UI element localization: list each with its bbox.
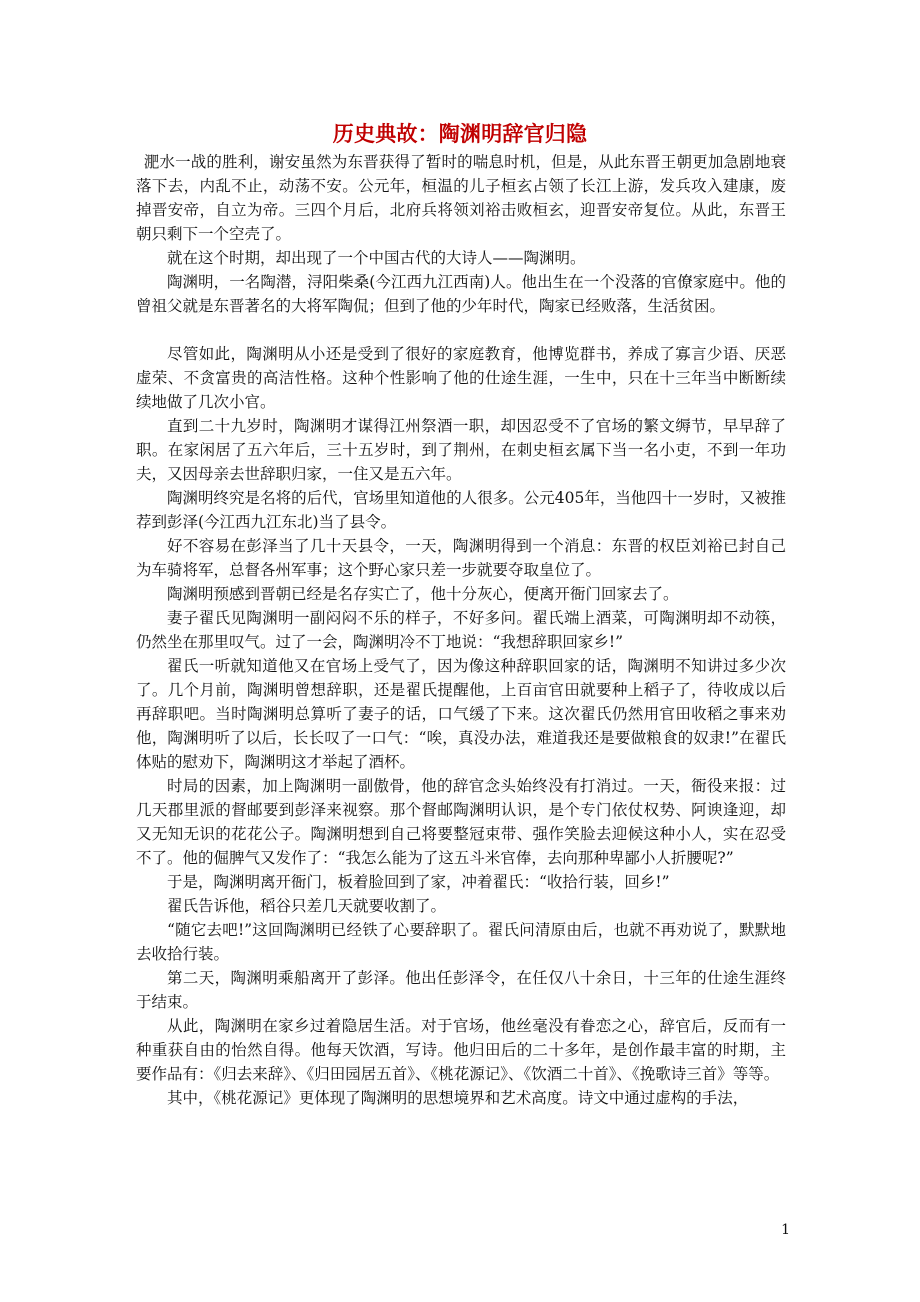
- paragraph-4: 尽管如此，陶渊明从小还是受到了很好的家庭教育，他博览群书，养成了寡言少语、厌恶虚荣、不贪富贵的高洁性格。这种个性影响了他的仕途生涯，一生中，只在十三年当中断断续续地做了几次小官。: [136, 345, 786, 411]
- paragraph-1: 淝水一战的胜利，谢安虽然为东晋获得了暂时的喘息时机，但是，从此东晋王朝更加急剧地衰落下去，内乱不止，动荡不安。公元年，桓温的儿子桓玄占领了长江上游，发兵攻入建康，废掉晋安帝，自立为帝。三四个月后，北府兵将领刘裕击败桓玄，迎晋安帝复位。从此，东晋王朝只剩下一个空壳了。: [136, 153, 786, 243]
- paragraph-6: 陶渊明终究是名将的后代，官场里知道他的人很多。公元405年，当他四十一岁时，又被推荐到彭泽(今江西九江东北)当了县令。: [136, 489, 786, 531]
- page-number: 1: [781, 1222, 790, 1238]
- article-body: [136, 150, 786, 1110]
- page-title: 历史典故：陶渊明辞官归隐: [332, 121, 588, 146]
- paragraph-12: 于是，陶渊明离开衙门，板着脸回到了家，冲着翟氏：“收拾行装，回乡!”: [167, 873, 670, 891]
- paragraph-17: 其中，《桃花源记》更体现了陶渊明的思想境界和艺术高度。诗文中通过虚构的手法，: [167, 1089, 749, 1107]
- paragraph-11: 时局的因素，加上陶渊明一副傲骨，他的辞官念头始终没有打消过。一天，衙役来报：过几天郡里派的督邮要到彭泽来视察。那个督邮陶渊明认识，是个专门依仗权势、阿谀逢迎，却又无知无识的花花公子。陶渊明想到自己将要整冠束带、强作笑脸去迎候这种小人，实在忍受不了。他的倔脾气又发作了：“我怎么能为了这五斗米官俸，去向那种卑鄙小人折腰呢?”: [136, 777, 786, 867]
- paragraph-10: 翟氏一听就知道他又在官场上受气了，因为像这种辞职回家的话，陶渊明不知讲过多少次了。几个月前，陶渊明曾想辞职，还是翟氏提醒他，上百亩官田就要种上稻子了，待收成以后再辞职吧。当时陶渊明总算听了妻子的话，口气缓了下来。这次翟氏仍然用官田收稻之事来劝他，陶渊明听了以后，长长叹了一口气：“唉，真没办法，难道我还是要做粮食的奴隶!”在翟氏体贴的慰劝下，陶渊明这才举起了酒杯。: [136, 657, 786, 771]
- paragraph-2: 就在这个时期，却出现了一个中国古代的大诗人——陶渊明。: [167, 249, 586, 267]
- paragraph-gap: [136, 318, 786, 342]
- paragraph-5: 直到二十九岁时，陶渊明才谋得江州祭酒一职，却因忍受不了官场的繁文缛节，早早辞了职。在家闲居了五六年后，三十五岁时，到了荆州，在刺史桓玄属下当一名小吏，不到一年功夫，又因母亲去世辞职归家，一住又是五六年。: [136, 417, 786, 483]
- paragraph-7: 好不容易在彭泽当了几十天县令，一天，陶渊明得到一个消息：东晋的权臣刘裕已封自己为车骑将军，总督各州军事；这个野心家只差一步就要夺取皇位了。: [136, 537, 786, 579]
- paragraph-16: 从此，陶渊明在家乡过着隐居生活。对于官场，他丝毫没有眷恋之心，辞官后，反而有一种重获自由的怡然自得。他每天饮酒，写诗。他归田后的二十多年，是创作最丰富的时期，主要作品有：《归去来辞》、《归田园居五首》、《桃花源记》、《饮酒二十首》、《挽歌诗三首》等等。: [136, 1017, 786, 1083]
- paragraph-9: 妻子翟氏见陶渊明一副闷闷不乐的样子，不好多问。翟氏端上酒菜，可陶渊明却不动筷，仍然坐在那里叹气。过了一会，陶渊明冷不丁地说：“我想辞职回家乡!”: [136, 609, 786, 651]
- paragraph-8: 陶渊明预感到晋朝已经是名存实亡了，他十分灰心，便离开衙门回家去了。: [167, 585, 679, 603]
- paragraph-3: 陶渊明，一名陶潜，浔阳柴桑(今江西九江西南)人。他出生在一个没落的官僚家庭中。他的曾祖父就是东晋著名的大将军陶侃；但到了他的少年时代，陶家已经败落，生活贫困。: [136, 273, 786, 315]
- paragraph-13: 翟氏告诉他，稻谷只差几天就要收割了。: [167, 897, 447, 915]
- paragraph-15: 第二天，陶渊明乘船离开了彭泽。他出任彭泽令，在任仅八十余日，十三年的仕途生涯终于结束。: [136, 969, 786, 1011]
- paragraph-14: “随它去吧!”这回陶渊明已经铁了心要辞职了。翟氏问清原由后，也就不再劝说了，默默地去收拾行装。: [136, 921, 786, 963]
